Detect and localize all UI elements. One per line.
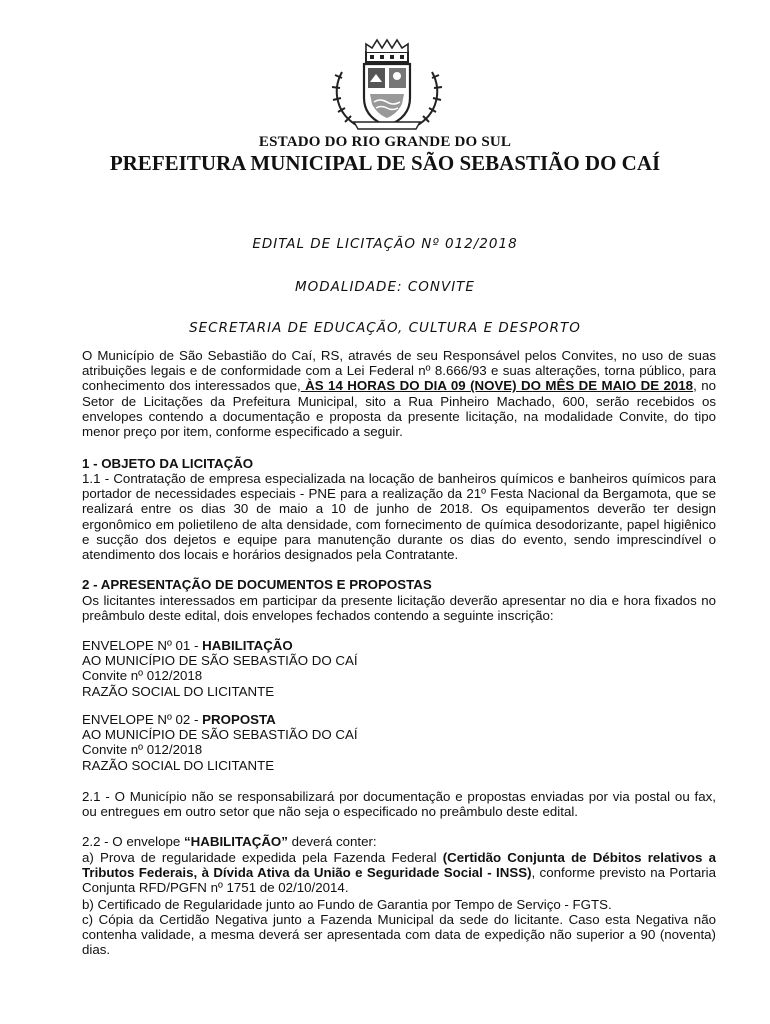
item-2-2-c: c) Cópia da Certidão Negativa junto a Fazenda Municipal da sede do licitante. Caso esta Negativa não contenha validade, a mesma deverá ser apresentada com data de expedição não superior a 90 (noventa) dias. (82, 912, 716, 958)
state-title: ESTADO DO RIO GRANDE DO SUL (258, 134, 512, 150)
section2-text: Os licitantes interessados em participar da presente licitação deverão apresentar no dia e hora fixados no preâmbulo deste edital, dois envelopes fechados contendo a seguinte inscrição: (82, 593, 716, 624)
envelope2-line3: RAZÃO SOCIAL DO LICITANTE (82, 757, 275, 773)
envelope2-block (82, 712, 716, 773)
item-a-bold: (Certidão Conjunta de Débitos relativos a Tributos Federais, à Dívida Ativa da União e Seguridade Social - INSS) (82, 850, 716, 881)
section2-heading: 2 - APRESENTAÇÃO DE DOCUMENTOS E PROPOSTAS (82, 577, 432, 592)
envelope2-line1: AO MUNICÍPIO DE SÃO SEBASTIÃO DO CAÍ (82, 727, 358, 743)
envelope2-label: PROPOSTA (202, 712, 276, 727)
secretaria-title: SECRETARIA DE EDUCAÇÃO, CULTURA E DESPORTO (189, 320, 581, 336)
envelope1-prefix: ENVELOPE Nº 01 - (82, 638, 203, 653)
item-2-1: 2.1 - O Município não se responsabilizará por documentação e propostas enviadas por via postal ou fax, ou entregues em outro setor que não seja o especificado no preâmbulo deste edital. (82, 789, 716, 820)
item-2-2-title (82, 834, 716, 849)
item-a-prefix: a) Prova de regularidade expedida pela Fazenda Federal (82, 850, 443, 865)
envelope2-line2: Convite nº 012/2018 (82, 742, 203, 758)
envelope1-line1: AO MUNICÍPIO DE SÃO SEBASTIÃO DO CAÍ (82, 653, 358, 669)
intro-text-2: , no Setor de Licitações da Prefeitura Municipal, sito a Rua Pinheiro Machado, 600, serão recebidos os envelopes contendo a documentação e proposta da presente licitação, na modalidade Convite, do tipo menor preço por item, conforme especificado a seguir. (82, 378, 716, 440)
item-a-suffix: , conforme previsto na Portaria Conjunta RFD/PGFN nº 1751 de 02/10/2014. (82, 865, 716, 896)
intro-text-1: O Município de São Sebastião do Caí, RS, através de seu Responsável pelos Convites, no uso de suas atribuições legais e de conformidade com a Lei Federal nº 8.666/93 e suas alterações, torna público, para conhecimento dos interessados que, (82, 348, 716, 394)
envelope2-title (82, 712, 716, 727)
item-2-2-label: “HABILITAÇÃO” (184, 834, 288, 849)
city-hall-title: PREFEITURA MUNICIPAL DE SÃO SEBASTIÃO DO CAÍ (109, 151, 661, 175)
modalidade-title: MODALIDADE: CONVITE (295, 279, 475, 295)
envelope1-line3: RAZÃO SOCIAL DO LICITANTE (82, 683, 275, 699)
envelope1-title (82, 638, 716, 653)
item-2-2-prefix: 2.2 - O envelope (82, 834, 185, 849)
envelope2-prefix: ENVELOPE Nº 02 - (82, 712, 203, 727)
section1-heading: 1 - OBJETO DA LICITAÇÃO (82, 456, 254, 471)
intro-highlight: ÀS 14 HORAS DO DIA 09 (NOVE) DO MÊS DE MAIO DE 2018 (300, 378, 694, 394)
coat-of-arms-icon (328, 38, 446, 130)
intro-paragraph (82, 348, 716, 439)
item-2-2-suffix: deverá conter: (287, 834, 377, 849)
item-2-2-a (82, 850, 716, 896)
section1-text: 1.1 - Contratação de empresa especializada na locação de banheiros químicos e banheiros químicos para portador de necessidades especiais - PNE para a realização da 21º Festa Nacional da Bergamota, que se realizará entre os dias 30 de maio a 10 de junho de 2018. Os equipamentos deverão ter design ergonômico em polietileno de alta densidade, com fornecimento de química desodorizante, papel higiênico e sucção dos dejetos e equipe para manutenção durante os dias do evento, sendo imprescindível o atendimento dos locais e horários designados pela Contratante. (82, 471, 716, 563)
envelope1-block (82, 638, 716, 699)
envelope1-line2: Convite nº 012/2018 (82, 668, 203, 684)
edital-title: EDITAL DE LICITAÇÃO Nº 012/2018 (252, 236, 518, 252)
envelope1-label: HABILITAÇÃO (202, 638, 293, 653)
item-2-2-b: b) Certificado de Regularidade junto ao Fundo de Garantia por Tempo de Serviço - FGTS. (82, 897, 612, 912)
